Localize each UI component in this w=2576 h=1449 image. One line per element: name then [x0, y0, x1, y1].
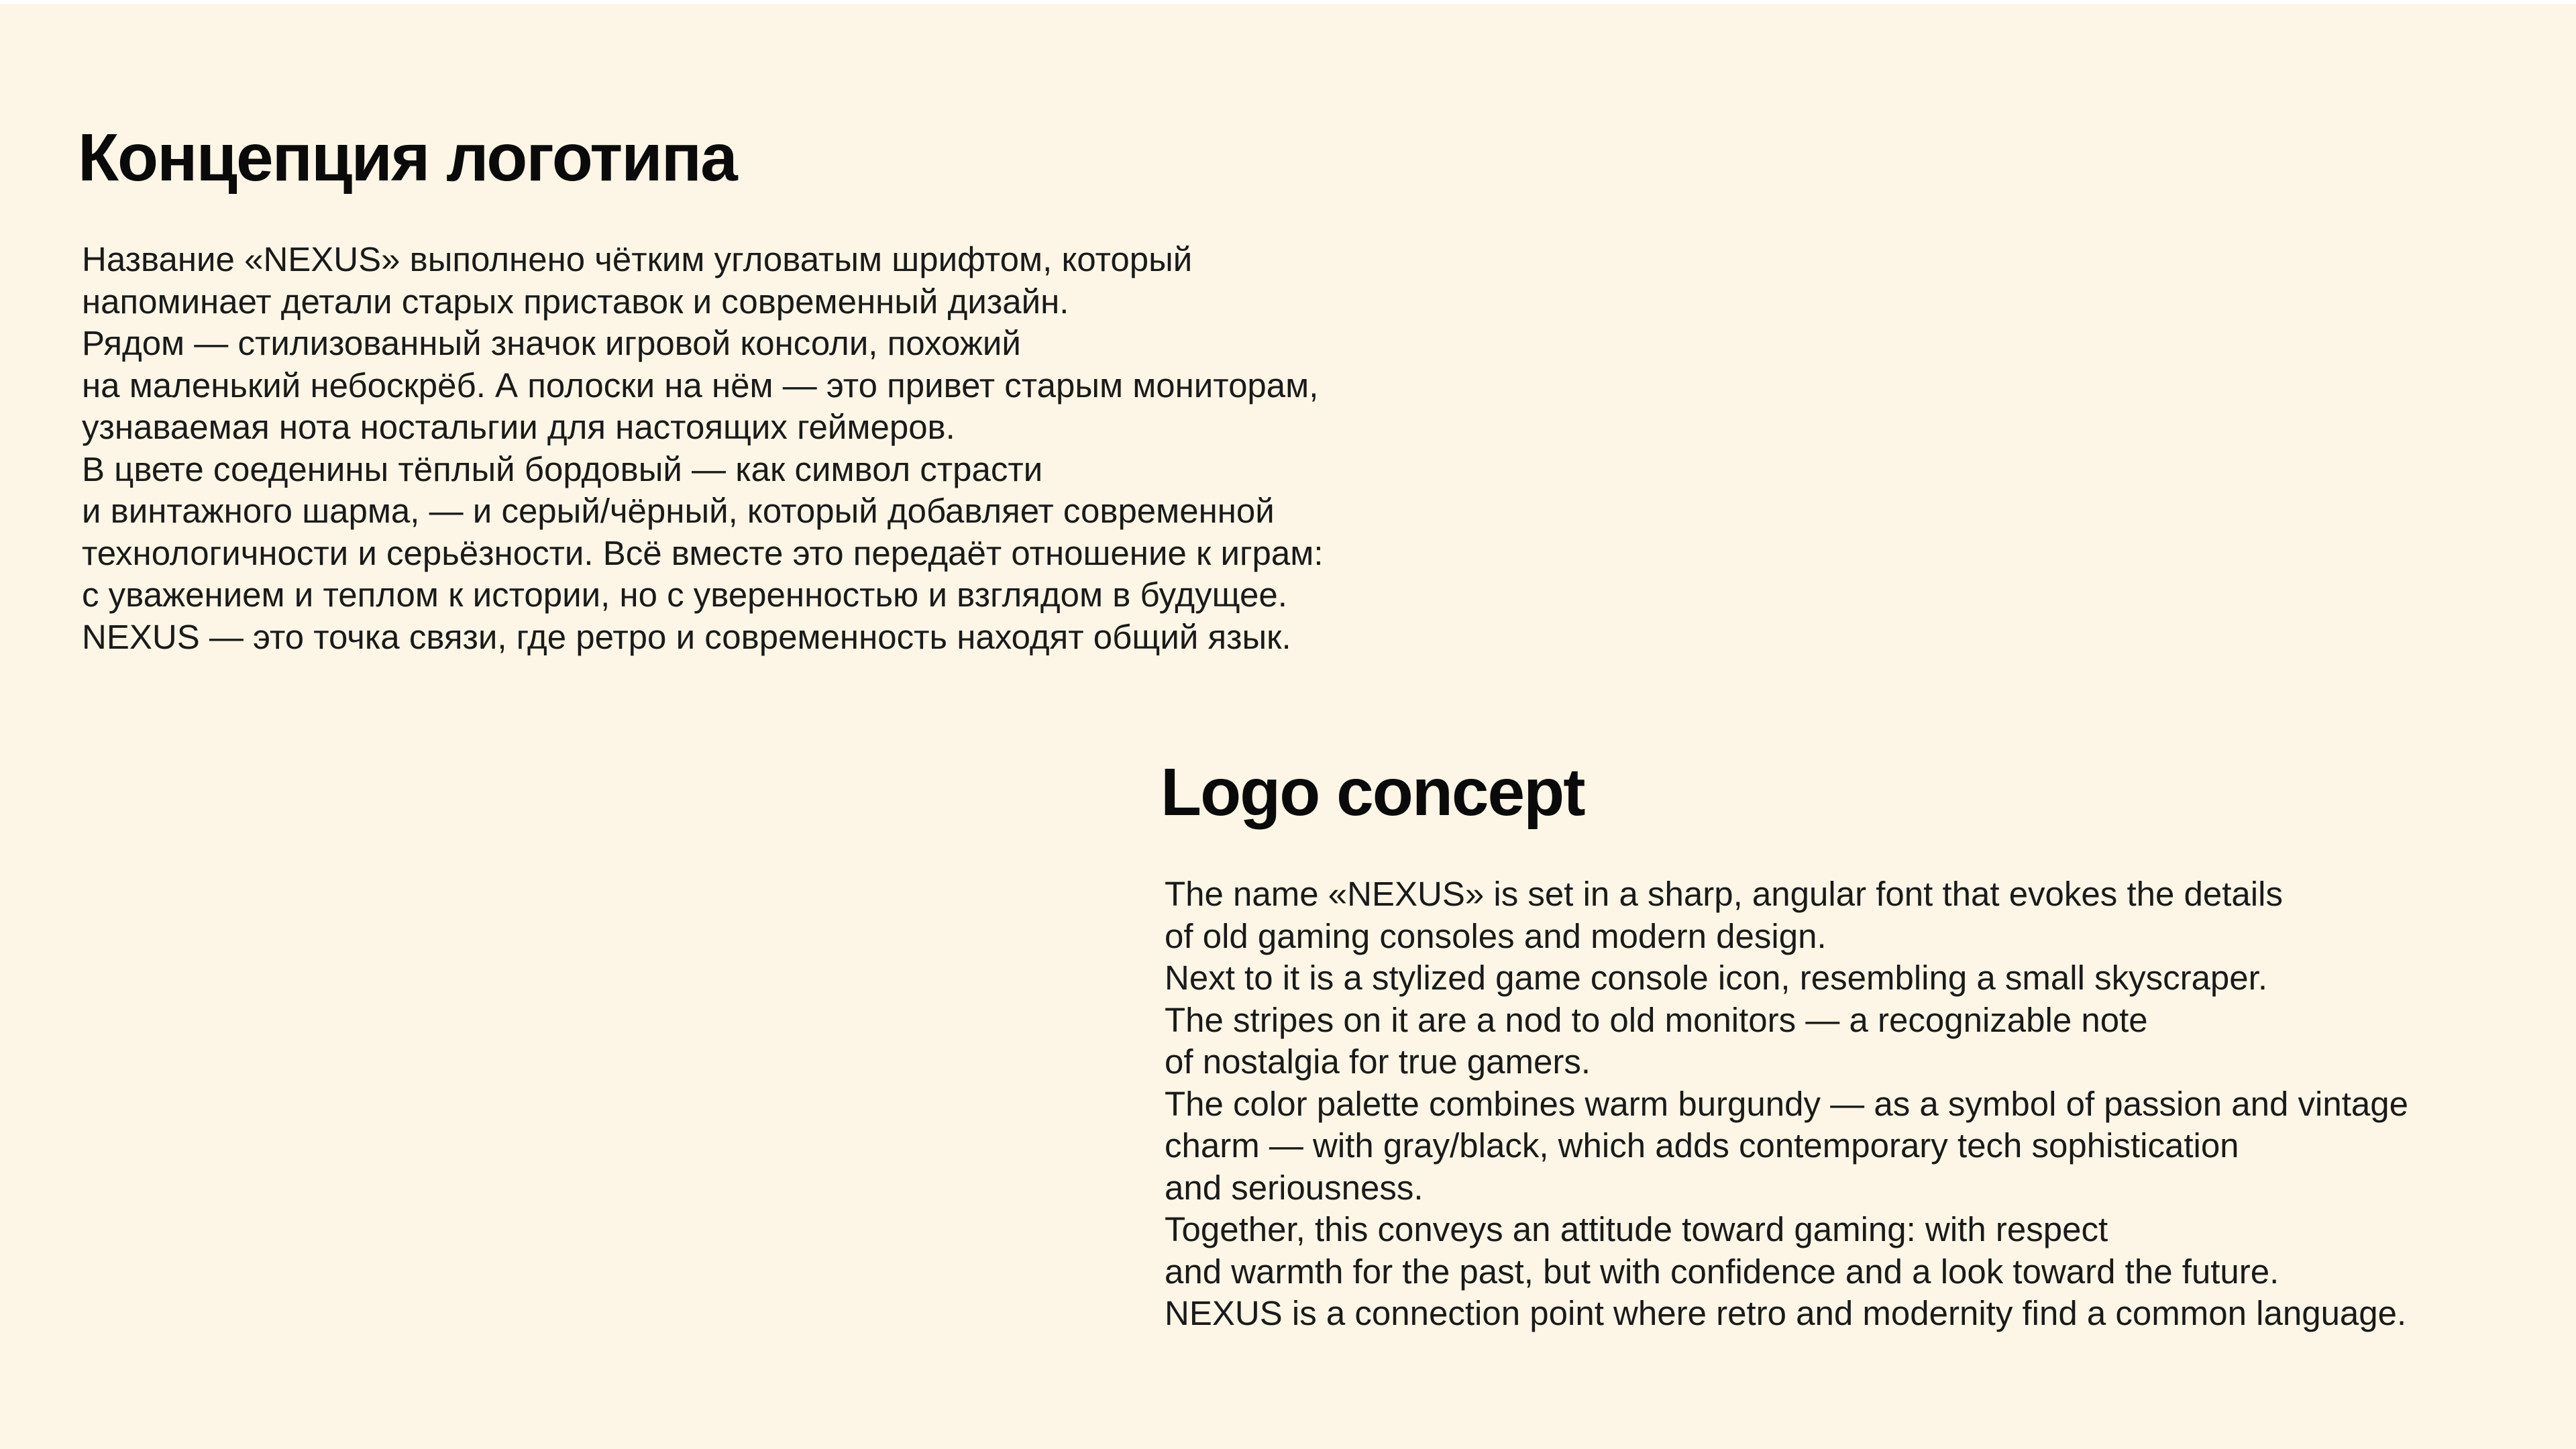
english-line: and warmth for the past, but with confidence and a look toward the future. [1165, 1252, 2279, 1291]
english-line: Next to it is a stylized game console icon, resembling a small skyscraper. [1165, 959, 2268, 997]
english-line: of nostalgia for true gamers. [1165, 1042, 1591, 1081]
russian-heading: Концепция логотипа [78, 120, 737, 195]
russian-line: на маленький небоскрёб. А полоски на нём — это привет старым мониторам, [82, 366, 1319, 405]
english-line: The color palette combines warm burgundy — as a symbol of passion and vintage [1165, 1084, 2408, 1123]
english-concept-section [1161, 749, 2556, 1335]
english-line: Together, this conveys an attitude toward gaming: with respect [1165, 1210, 2108, 1248]
english-line: NEXUS is a connection point where retro and modernity find a common language. [1165, 1294, 2407, 1332]
russian-line: с уважением и теплом к истории, но с уверенностью и взглядом в будущее. [82, 576, 1287, 614]
russian-concept-section [78, 114, 1487, 658]
russian-line: В цвете соеденины тёплый бордовый — как символ страсти [82, 449, 1043, 488]
russian-line: NEXUS — это точка связи, где ретро и современность находят общий язык. [82, 617, 1291, 656]
russian-line: Рядом — стилизованный значок игровой консоли, похожий [82, 324, 1021, 362]
english-line: The name «NEXUS» is set in a sharp, angular font that evokes the details [1165, 875, 2283, 913]
russian-body [78, 239, 1487, 658]
top-edge-strip [0, 0, 2576, 4]
russian-line: напоминает детали старых приставок и современный дизайн. [82, 282, 1069, 321]
russian-line: и винтажного шарма, — и серый/чёрный, который добавляет современной [82, 492, 1275, 530]
english-line: charm — with gray/black, which adds contemporary tech sophistication [1165, 1126, 2239, 1165]
english-line: and seriousness. [1165, 1168, 1424, 1207]
english-line: The stripes on it are a nod to old monitors — a recognizable note [1165, 1000, 2148, 1039]
english-body [1161, 873, 2556, 1335]
english-line: of old gaming consoles and modern design. [1165, 916, 1827, 955]
russian-line: узнаваемая нота ностальгии для настоящих геймеров. [82, 408, 955, 446]
russian-line: технологичности и серьёзности. Всё вместе это передаёт отношение к играм: [82, 533, 1324, 572]
english-heading: Logo concept [1161, 755, 1585, 830]
russian-line: Название «NEXUS» выполнено чётким угловатым шрифтом, который [82, 240, 1193, 278]
